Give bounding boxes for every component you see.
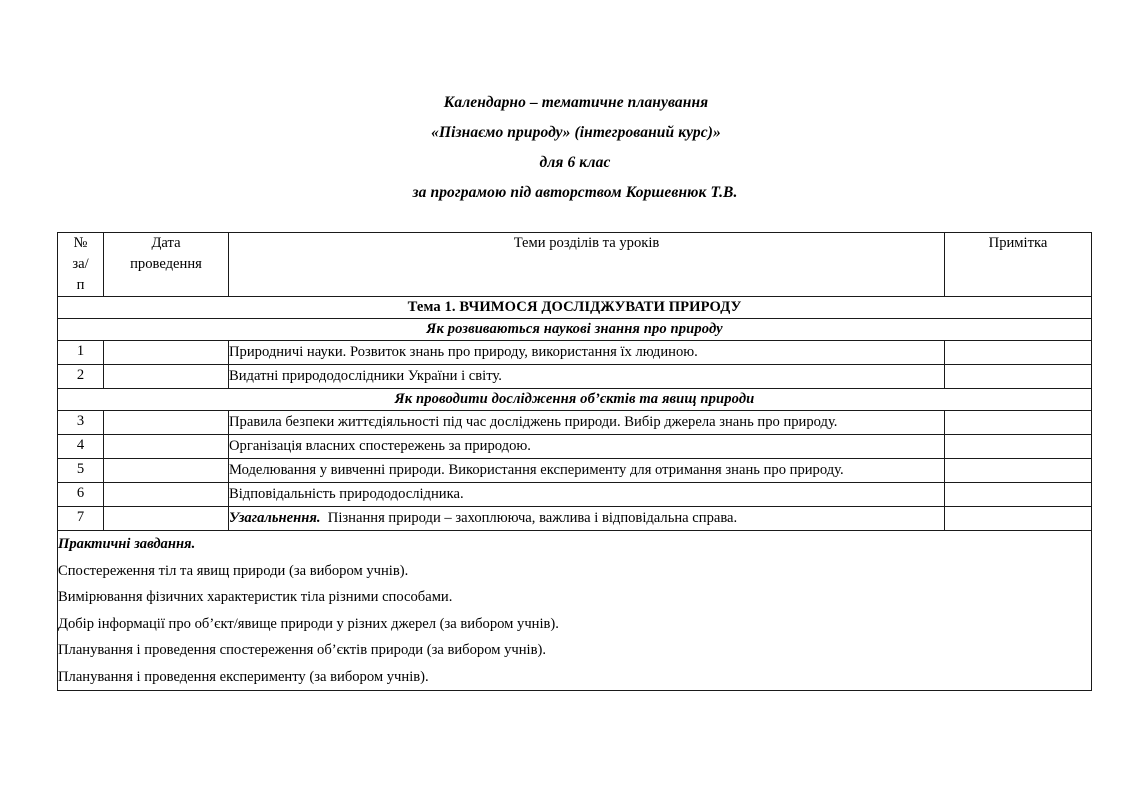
- header-number-line-1: №: [73, 235, 88, 251]
- header-date-line-2: проведення: [130, 255, 202, 272]
- header-number-line-3: п: [76, 277, 85, 293]
- table-header-row: [58, 233, 1092, 297]
- title-line-4: за програмою під авторством Коршевнюк Т.В.: [412, 184, 738, 201]
- row-topic: Видатні природодослідники України і світу.: [229, 365, 945, 389]
- row-number: 7: [58, 507, 104, 531]
- row-note[interactable]: [945, 483, 1092, 507]
- theme-banner: Тема 1. ВЧИМОСЯ ДОСЛІДЖУВАТИ ПРИРОДУ: [58, 297, 1092, 319]
- practice-title: Практичні завдання.: [58, 536, 196, 552]
- header-number-line-2: за/: [72, 256, 89, 272]
- row-note[interactable]: [945, 507, 1092, 531]
- practice-line: Спостереження тіл та явищ природи (за вибором учнів).: [58, 562, 409, 579]
- table-row: [58, 459, 1092, 483]
- practice-line: Добір інформації про об’єкт/явище природи у різних джерел (за вибором учнів).: [58, 615, 559, 632]
- practice-line: Планування і проведення спостереження об’єктів природи (за вибором учнів).: [58, 642, 547, 658]
- row-date[interactable]: [104, 507, 229, 531]
- row-number: 2: [58, 365, 104, 389]
- practice-line: Планування і проведення експерименту (за вибором учнів).: [58, 668, 429, 685]
- row-topic: Організація власних спостережень за природою.: [229, 435, 945, 459]
- row-date[interactable]: [104, 459, 229, 483]
- row-topic: Природничі науки. Розвиток знань про природу, використання їх людиною.: [229, 341, 945, 365]
- row-note[interactable]: [945, 411, 1092, 435]
- subsection-title-2: Як проводити дослідження об’єктів та явищ природи: [58, 389, 1092, 411]
- theme-banner-row: [58, 297, 1092, 319]
- header-cell-number: [58, 233, 104, 297]
- row-number: 6: [58, 483, 104, 507]
- subsection-title-1: Як розвиваються наукові знання про природу: [58, 319, 1092, 341]
- subsection-row-1: [58, 319, 1092, 341]
- row-topic-text: Пізнання природи – захоплююча, важлива і відповідальна справа.: [327, 510, 738, 526]
- calendar-plan-table: [57, 232, 1092, 691]
- table-row: [58, 507, 1092, 531]
- title-line-3: для 6 клас: [539, 154, 611, 171]
- table-row: [58, 341, 1092, 365]
- header-cell-date: [104, 233, 229, 297]
- row-topic: [229, 507, 945, 531]
- practice-row: [58, 531, 1092, 691]
- table-row: [58, 411, 1092, 435]
- row-date[interactable]: [104, 365, 229, 389]
- practice-line: Вимірювання фізичних характеристик тіла різними способами.: [58, 589, 453, 605]
- row-number: 3: [58, 411, 104, 435]
- table-row: [58, 435, 1092, 459]
- row-date[interactable]: [104, 483, 229, 507]
- row-note[interactable]: [945, 365, 1092, 389]
- practice-block: [58, 531, 1092, 691]
- row-date[interactable]: [104, 341, 229, 365]
- row-topic: Відповідальність природодослідника.: [229, 483, 945, 507]
- subsection-row-2: [58, 389, 1092, 411]
- row-number: 5: [58, 459, 104, 483]
- row-date[interactable]: [104, 435, 229, 459]
- row-date[interactable]: [104, 411, 229, 435]
- row-note[interactable]: [945, 341, 1092, 365]
- row-topic: Моделювання у вивченні природи. Використання експерименту для отримання знань про природу.: [229, 459, 945, 483]
- row-note[interactable]: [945, 459, 1092, 483]
- document-title-block: [57, 88, 1091, 208]
- header-date-line-1: Дата: [151, 235, 181, 251]
- table-row: [58, 483, 1092, 507]
- row-note[interactable]: [945, 435, 1092, 459]
- table-row: [58, 365, 1092, 389]
- row-topic: Правила безпеки життєдіяльності під час досліджень природи. Вибір джерела знань про природу.: [229, 411, 945, 435]
- title-line-2: «Пізнаємо природу» (інтегрований курс)»: [431, 124, 721, 141]
- row-number: 1: [58, 341, 104, 365]
- row-number: 4: [58, 435, 104, 459]
- title-line-1: Календарно – тематичне планування: [443, 94, 709, 111]
- header-cell-note: Примітка: [945, 233, 1092, 297]
- row-topic-lead: Узагальнення.: [229, 510, 321, 526]
- header-cell-topics: Теми розділів та уроків: [229, 233, 945, 297]
